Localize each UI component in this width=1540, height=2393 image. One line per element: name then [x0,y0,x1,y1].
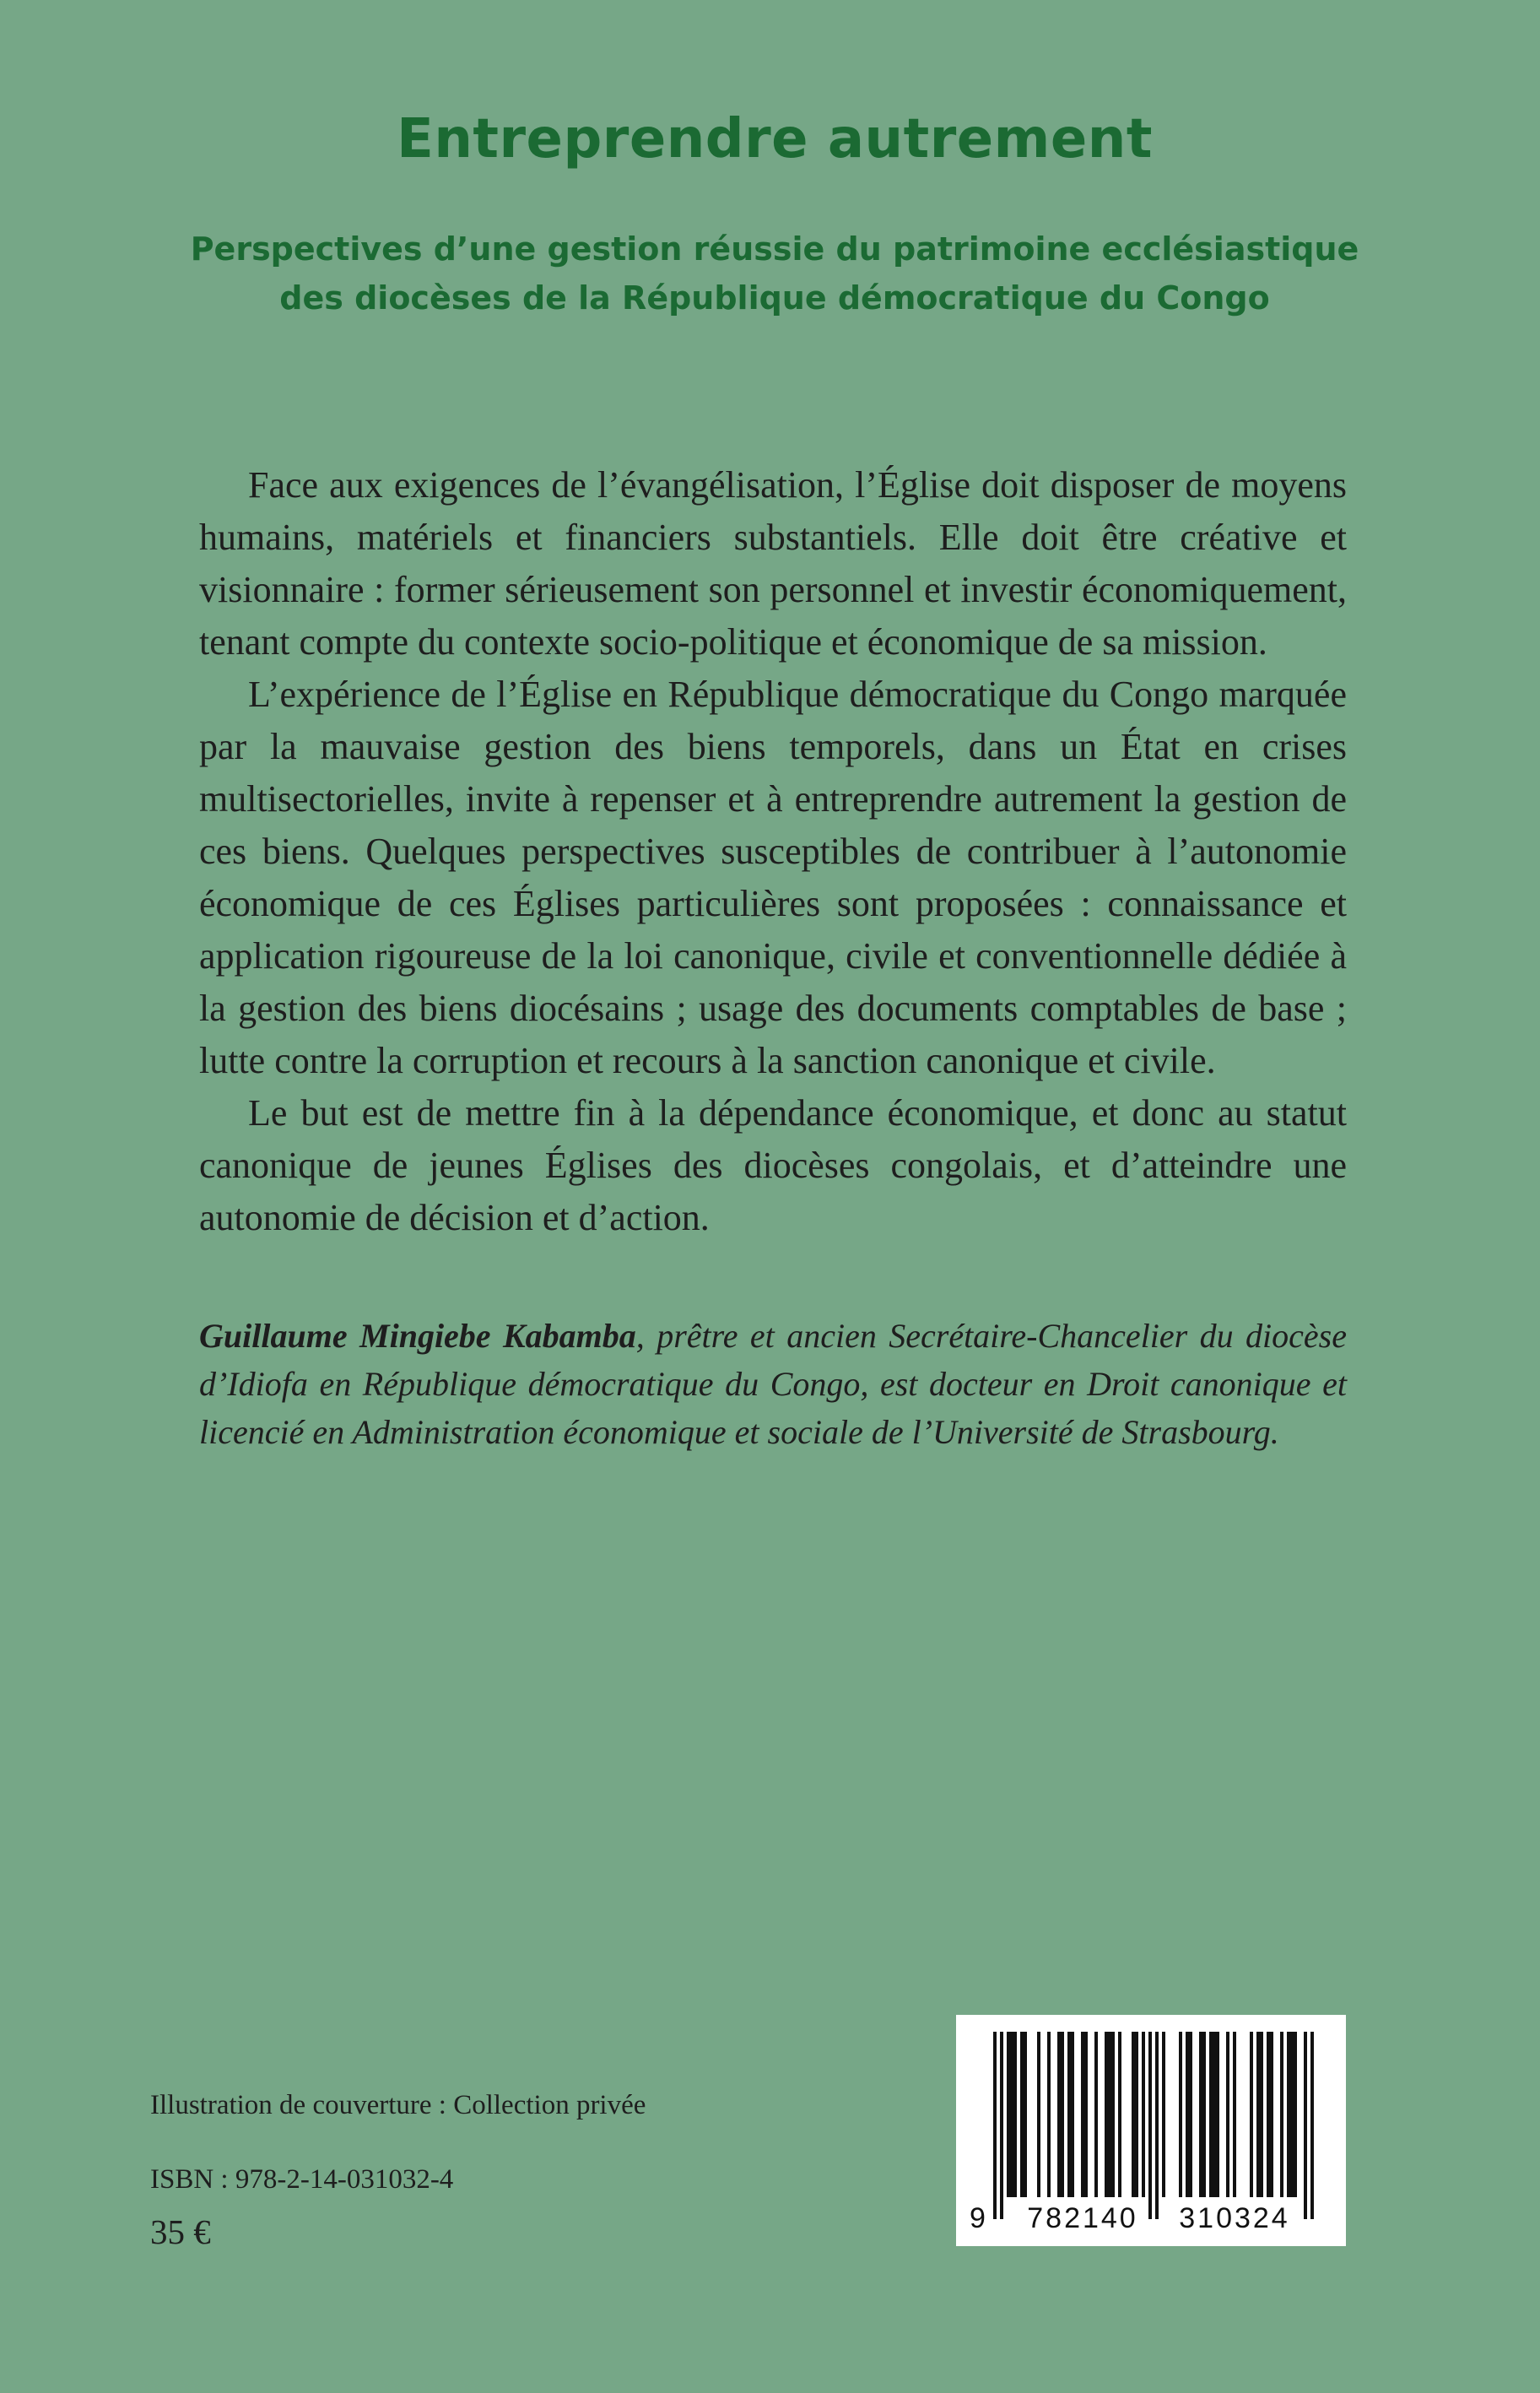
barcode-lead-digit: 9 [970,2202,986,2234]
book-title: Entreprendre autrement [397,108,1153,171]
barcode [956,2015,1346,2246]
blurb-paragraph-1: Face aux exigences de l’évangélisation, l’Église doit disposer de moyens humains, matériels et financiers substantiels. Elle doit être créative et visionnaire : former sérieusement son personnel et investir économiquement, tenant compte du contexte socio-politique et économique de sa mission. [199,464,1347,663]
barcode-bar [1142,2032,1145,2197]
barcode-bars [993,2032,1314,2219]
barcode-bar [1020,2032,1027,2197]
barcode-bar [1226,2032,1229,2197]
barcode-bar [1132,2032,1138,2197]
barcode-guard-bar [1000,2032,1003,2219]
barcode-bar [1105,2032,1115,2197]
barcode-guard-bar [1304,2032,1307,2219]
barcode-left-digits: 782140 [1027,2202,1138,2234]
blurb-paragraph-3: Le but est de mettre fin à la dépendance économique, et donc au statut canonique de jeunes Églises des diocèses congolais, et d’atteindre une autonomie de décision et d’action. [199,1092,1347,1238]
barcode-graphic [956,2015,1346,2246]
barcode-bar [1067,2032,1074,2197]
cover-illustration-credit: Illustration de couverture : Collection privée [150,2090,646,2120]
barcode-bar [1179,2032,1182,2197]
barcode-bar [1057,2032,1064,2197]
book-subtitle [0,225,1540,322]
author-name: Guillaume Mingiebe Kabamba [199,1317,636,1355]
barcode-bar [1233,2032,1236,2197]
barcode-bar [1162,2032,1165,2197]
back-cover-blurb [199,459,1347,1244]
barcode-bar [1007,2032,1017,2197]
barcode-guard-bar [993,2032,997,2219]
barcode-bar [1037,2032,1040,2197]
barcode-guard-bar [1148,2032,1152,2219]
subtitle-line-2: des diocèses de la République démocratique du Congo [279,279,1270,317]
barcode-bar [1094,2032,1098,2197]
barcode-bar [1199,2032,1206,2197]
barcode-bar [1081,2032,1088,2197]
barcode-bar [1280,2032,1283,2197]
barcode-bar [1287,2032,1297,2197]
barcode-bar [1118,2032,1121,2197]
price: 35 € [150,2212,211,2251]
barcode-bar [1250,2032,1253,2197]
author-bio [199,1312,1347,1456]
barcode-guard-bar [1155,2032,1159,2219]
barcode-bar [1267,2032,1273,2197]
blurb-paragraph-2: L’expérience de l’Église en République démocratique du Congo marquée par la mauvaise gestion des biens temporels, dans un État en crises multisectorielles, invite à repenser et à entreprendre autrement la gestion de ces biens. Quelques perspectives susceptibles de contribuer à l’autonomie économique de ces Églises particulières sont proposées : connaissance et application rigoureuse de la loi canonique, civile et conventionnelle dédiée à la gestion des biens diocésains ; usage des documents comptables de base ; lutte contre la corruption et recours à la sanction canonique et civile. [199,674,1347,1081]
barcode-right-digits: 310324 [1179,2202,1290,2234]
barcode-guard-bar [1310,2032,1314,2219]
subtitle-line-1: Perspectives d’une gestion réussie du patrimoine ecclésiastique [190,230,1359,268]
barcode-bar [1047,2032,1051,2197]
barcode-bar [1186,2032,1192,2197]
author-bio-text: , prêtre et ancien Secrétaire-Chancelier du diocèse d’Idiofa en République démocratique du Congo, est docteur en Droit canonique et licencié en Administration économique et sociale de l’Université de Strasbourg. [199,1317,1347,1451]
barcode-bar [1209,2032,1219,2197]
isbn: ISBN : 978-2-14-031032-4 [150,2164,454,2195]
barcode-bar [1256,2032,1263,2197]
